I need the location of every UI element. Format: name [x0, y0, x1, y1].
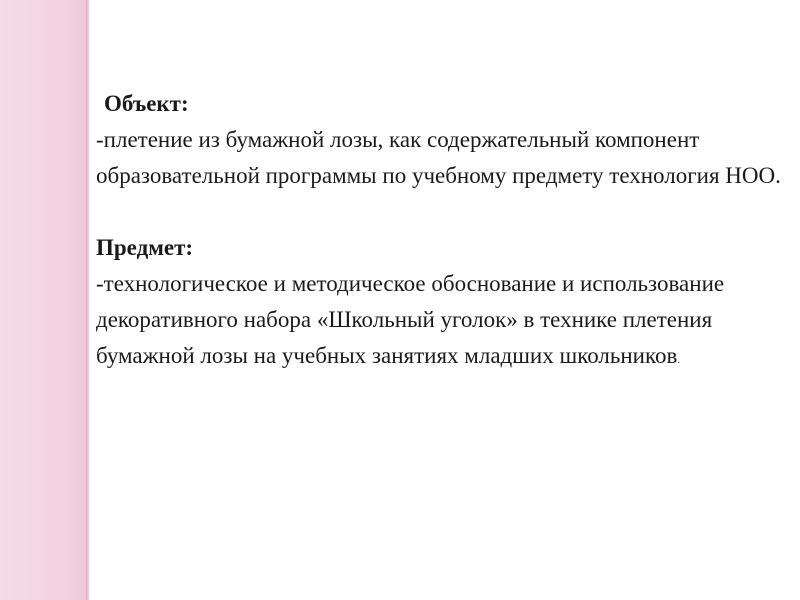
object-heading: Объект:: [104, 91, 189, 116]
band-edge-shadow: [86, 0, 90, 600]
subject-text: -технологическое и методическое обоснование и использование декоративного набора «Школьный уголок» в технике плетения бумажной лозы на учебных занятиях младших школьников: [96, 271, 725, 368]
subject-end-period: .: [677, 354, 681, 366]
subject-paragraph: [96, 266, 786, 378]
section-spacer: [96, 194, 786, 230]
slide-content: [96, 86, 786, 378]
object-text: -плетение из бумажной лозы, как содержательный компонент образовательной программы по учебному предмету технология НОО.: [96, 127, 781, 188]
subject-heading: Предмет:: [96, 235, 194, 260]
left-decorative-band: [0, 0, 86, 600]
